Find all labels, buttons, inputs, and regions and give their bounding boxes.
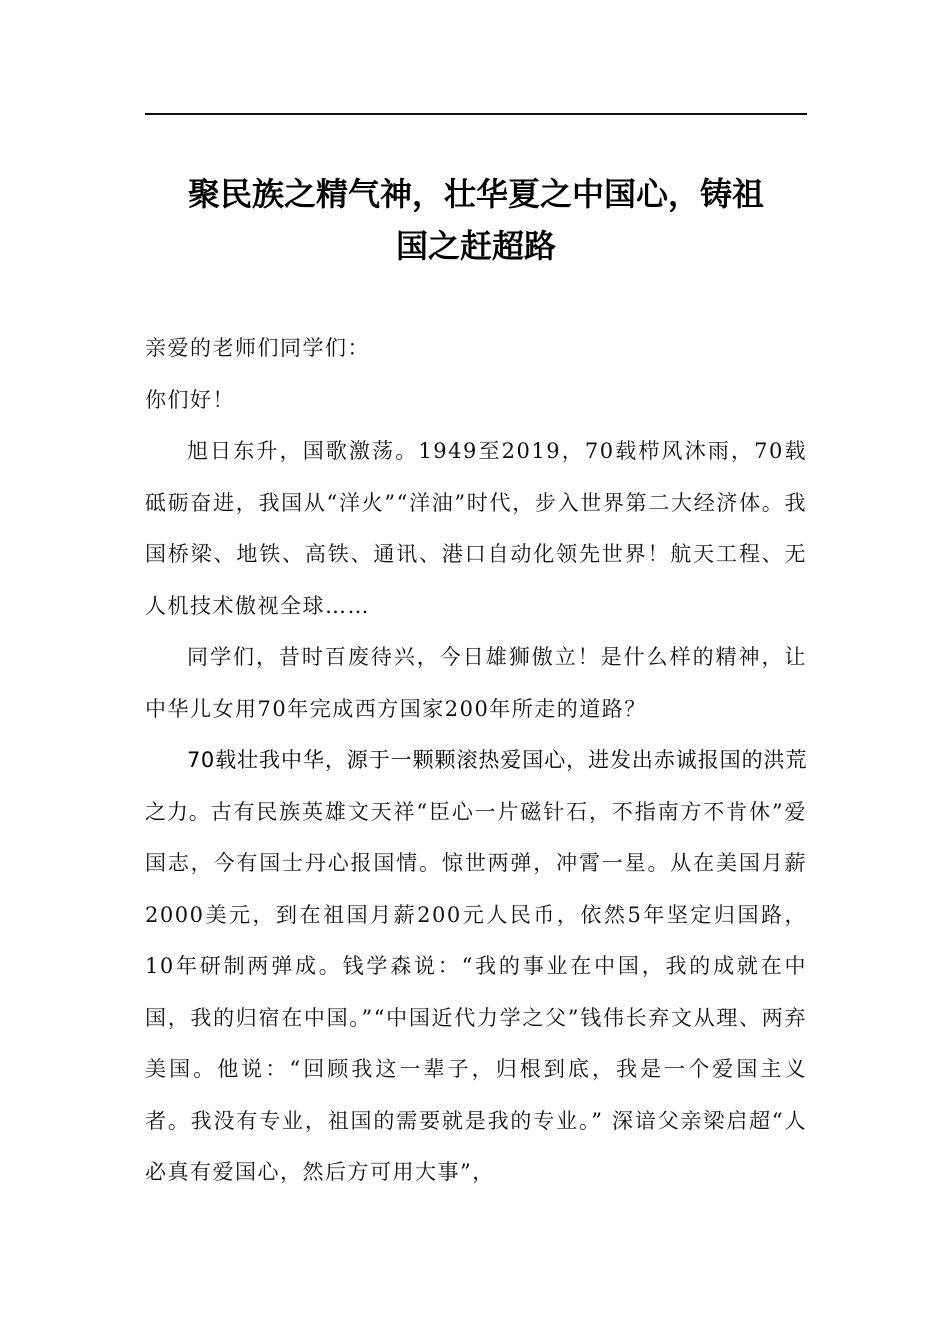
paragraph-2: 同学们，昔时百废待兴，今日雄狮傲立！是什么样的精神，让中华儿女用70年完成西方国家200年所走的道路？ xyxy=(145,645,807,721)
document-body xyxy=(145,323,807,1199)
title-line-1: 聚民族之精气神，壮华夏之中国心，铸祖 xyxy=(187,175,764,213)
title-line-2: 国之赶超路 xyxy=(395,227,556,265)
paragraph-1: 旭日东升，国歌激荡。1949至2019，70载栉风沐雨，70载砥砺奋进，我国从“洋火”“洋油”时代，步入世界第二大经济体。我国桥梁、地铁、高铁、通讯、港口自动化领先世界！航天工程、无人机技术傲视全球…… xyxy=(145,439,807,618)
header-rule xyxy=(145,113,807,115)
paragraph-3-text: 古有民族英雄文天祥“臣心一片磁针石，不指南方不肯休”爱国志，今有国士丹心报国情。惊世两弹，冲霄一星。从在美国月薪2000美元，到在祖国月薪200元人民币，依然5年坚定归国路，10年研制两弹成。钱学森说：“我的事业在中国，我的成就在中国，我的归宿在中国。”“中国近代力学之父”钱伟长弃文从理、两弃美国。他说：“回顾我这一辈子，归根到底，我是一个爱国主义者。我没有专业，祖国的需要就是我的专业。” 深谙父亲梁启超“人必真有爱国心，然后方可用大事”， xyxy=(145,799,807,1184)
paragraph-3-emphasis: 70载壮我中华，源于一颗颗滚热爱国心，进发出赤诚报国的洪荒之力。 xyxy=(145,748,807,824)
salutation: 亲爱的老师们同学们： xyxy=(145,336,370,360)
paragraph-3 xyxy=(145,735,807,1199)
document-title xyxy=(145,168,807,272)
greeting: 你们好！ xyxy=(145,387,235,412)
